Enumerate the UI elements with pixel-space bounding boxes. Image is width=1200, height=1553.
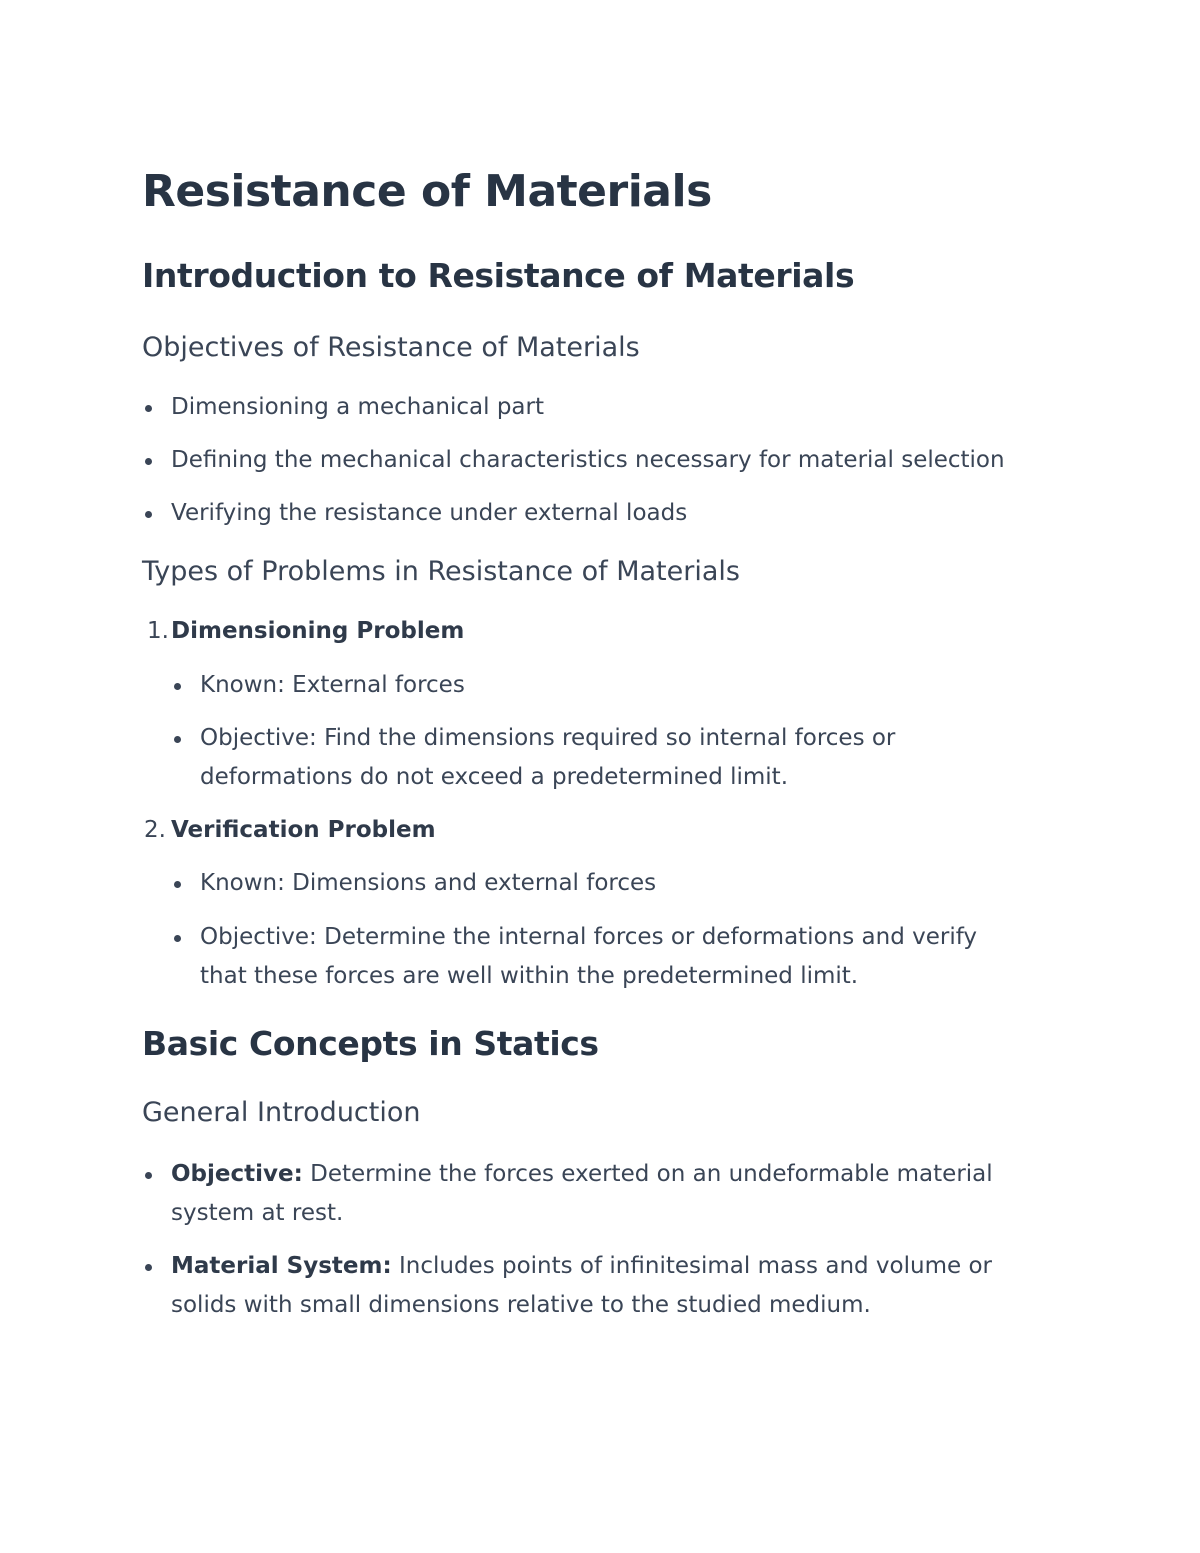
section-heading-basic-concepts: Basic Concepts in Statics bbox=[142, 1024, 599, 1063]
list-item: Known: Dimensions and external forces bbox=[200, 870, 657, 896]
subheading-types-of-problems: Types of Problems in Resistance of Materials bbox=[142, 556, 740, 587]
list-item: Dimensioning a mechanical part bbox=[171, 394, 544, 420]
bullet-icon bbox=[174, 736, 181, 743]
bullet-icon bbox=[145, 458, 152, 465]
list-item: Verifying the resistance under external loads bbox=[171, 500, 688, 526]
bullet-icon bbox=[174, 683, 181, 690]
list-number: 2. bbox=[144, 817, 166, 843]
bullet-icon bbox=[145, 511, 152, 518]
term-description: Includes points of infinitesimal mass and volume or solids with small dimensions relative to the studied medium. bbox=[171, 1253, 992, 1318]
subheading-objectives: Objectives of Resistance of Materials bbox=[142, 332, 640, 363]
problem-label-dimensioning: Dimensioning Problem bbox=[171, 618, 465, 644]
term-material-system: Material System: bbox=[171, 1253, 392, 1279]
term-description: Determine the forces exerted on an undeformable material system at rest. bbox=[171, 1161, 993, 1226]
list-item: Defining the mechanical characteristics necessary for material selection bbox=[171, 447, 1005, 473]
bullet-icon bbox=[145, 1264, 152, 1271]
bullet-icon bbox=[145, 1172, 152, 1179]
bullet-icon bbox=[145, 405, 152, 412]
section-heading-introduction: Introduction to Resistance of Materials bbox=[142, 256, 855, 295]
list-number: 1. bbox=[147, 618, 169, 644]
subheading-general-introduction: General Introduction bbox=[142, 1097, 421, 1128]
problem-label-verification: Verification Problem bbox=[171, 817, 436, 843]
list-item: Objective: Determine the internal forces or deformations and verify that these forces are well within the predetermined limit. bbox=[200, 924, 978, 989]
bullet-icon bbox=[174, 935, 181, 942]
list-item: Known: External forces bbox=[200, 672, 465, 698]
bullet-icon bbox=[174, 881, 181, 888]
page-title: Resistance of Materials bbox=[142, 166, 712, 217]
term-objective: Objective: bbox=[171, 1161, 303, 1187]
list-item bbox=[171, 1247, 1051, 1325]
list-item: Objective: Find the dimensions required so internal forces or deformations do not exceed a predetermined limit. bbox=[200, 725, 896, 790]
list-item bbox=[171, 1155, 1051, 1233]
